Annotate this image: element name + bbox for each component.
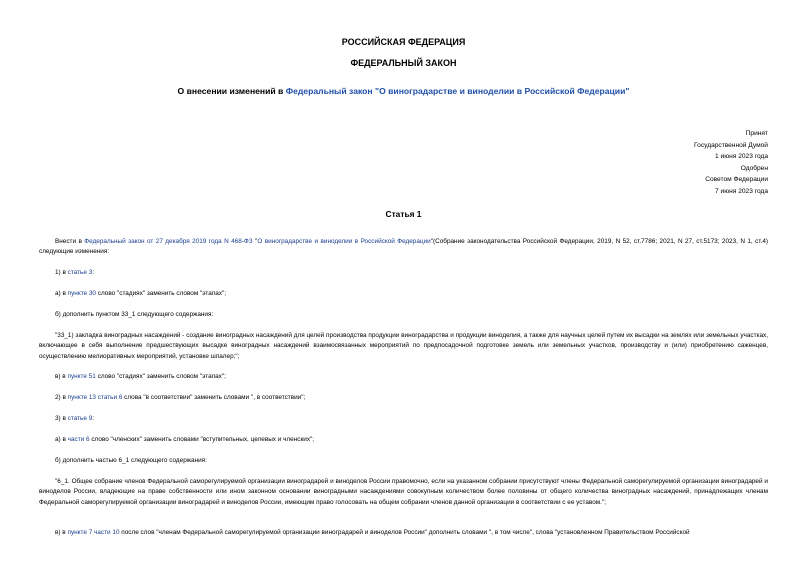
clause-link[interactable]: пункте 13 статьи 6	[67, 394, 123, 401]
adoption-line: Одобрен	[740, 164, 768, 172]
document-type-heading: ФЕДЕРАЛЬНЫЙ ЗАКОН	[350, 58, 457, 68]
adoption-line: Принят	[745, 130, 768, 137]
article-heading: Статья 1	[385, 209, 422, 219]
text: слово "членских" заменить словами "вступительных, целевых и членских";	[89, 436, 315, 443]
paragraph-intro	[39, 237, 768, 258]
paragraph-item: б) дополнить пунктом 33_1 следующего содержания:	[55, 311, 214, 318]
text: :	[92, 415, 95, 422]
text: после слов "членам Федеральной саморегулируемой организации виноградарей и виноделов России" дополнить словами ", в том числе", слова "установленном Правительством Российской	[119, 529, 690, 536]
paragraph-item	[39, 528, 768, 538]
text: а) в	[55, 436, 68, 443]
text: 2) в	[55, 394, 68, 401]
text: Внести в	[55, 238, 85, 245]
text: а) в	[55, 290, 68, 297]
text: слово "стадиях" заменить словом "этапах";	[95, 373, 226, 380]
text: 1) в	[55, 269, 68, 276]
text: слова "в соответствии" заменить словами ", в соответствии";	[122, 394, 306, 401]
adoption-line: Советом Федерации	[705, 176, 768, 183]
paragraph-item	[39, 268, 768, 278]
text: в) в	[55, 529, 68, 536]
text: слово "стадиях" заменить словом "этапах";	[96, 290, 227, 297]
paragraph-quote: "6_1. Общее собрание членов Федеральной саморегулируемой организации виноградарей и виноделов России правомочно, если на указанном собрании присутствуют члены Федеральной саморегулируемой организации виноградарей и виноделов России, владеющие на праве собственности или ином законном основании виноградными насаждениями совокупным количеством более половины от общего количества виноградных насаждений, принадлежащих членам Федеральной саморегулируемой организации виноградарей и виноделов России, имеющим право голосовать на общем собрании членов данной организации в соответствии с ее уставом.";	[39, 478, 768, 506]
paragraph-item	[39, 289, 768, 299]
paragraph-item	[39, 414, 768, 424]
law-title-link[interactable]: О виноградарстве и виноделии в Российской Федерации	[257, 238, 431, 245]
country-heading: РОССИЙСКАЯ ФЕДЕРАЦИЯ	[341, 37, 466, 47]
part-link[interactable]: пункте 7 части 10	[67, 529, 120, 536]
article-link[interactable]: статье 9	[67, 415, 93, 422]
paragraph-item: б) дополнить частью 6_1 следующего содержания:	[55, 457, 207, 464]
text: :	[92, 269, 95, 276]
adoption-line: Государственной Думой	[694, 141, 768, 149]
adoption-line: 1 июня 2023 года	[715, 153, 768, 160]
part-link[interactable]: части 6	[67, 436, 90, 443]
law-reference-link[interactable]: Федеральный закон от 27 декабря 2019 года N 468-ФЗ	[84, 238, 253, 245]
article-link[interactable]: статье 3	[67, 269, 93, 276]
text: "(Собрание законодательства Российской Федерации, 2019, N 52, ст.7786; 2021, N 27, ст.5173; 2023, N 1, ст.4) следующие изменения:	[39, 238, 769, 256]
text: в) в	[55, 373, 68, 380]
paragraph-item	[39, 435, 768, 445]
text: 3) в	[55, 415, 68, 422]
paragraph-quote: "33_1) закладка виноградных насаждений - создание виноградных насаждений для целей производства продукции виноградарства и продукции виноделия, а также для научных целей путем их высадки на землях или земельных участках, включающее в себя выполнение предшествующих высадке виноградных насаждений взаимосвязанных мероприятий по предпосадочной подготовке земель или земельных участков, производству и (или) приобретению саженцев, осуществлению мелиоративных мероприятий, установке шпалер;";	[39, 332, 768, 360]
paragraph-item	[39, 372, 768, 382]
document-title	[0, 86, 807, 96]
clause-link[interactable]: пункте 30	[67, 290, 96, 297]
paragraph-item	[39, 393, 768, 403]
adoption-block	[568, 128, 768, 197]
text: "	[252, 238, 258, 245]
adoption-line: 7 июня 2023 года	[715, 187, 768, 195]
title-prefix: О внесении изменений в	[177, 86, 286, 96]
clause-link[interactable]: пункте 51	[67, 373, 96, 380]
title-law-link[interactable]: Федеральный закон "О виноградарстве и виноделии в Российской Федерации"	[285, 86, 630, 96]
